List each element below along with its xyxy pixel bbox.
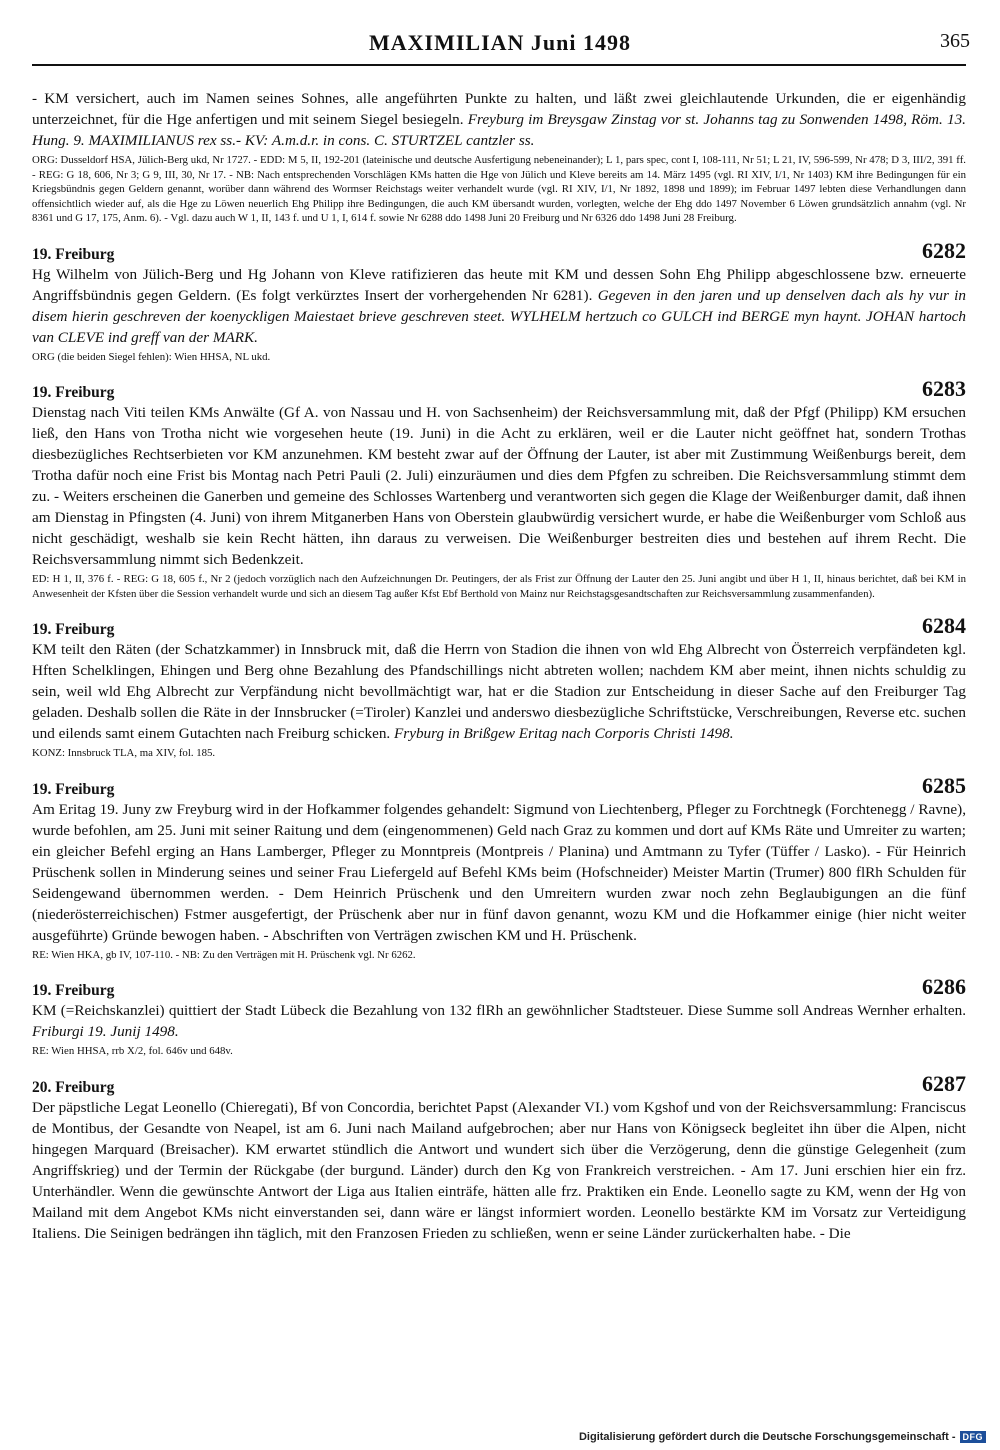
entry-number: 6282 [922, 237, 966, 263]
entry-source: ED: H 1, II, 376 f. - REG: G 18, 605 f., Nr 2 (jedoch vorzüglich nach den Aufzeichnungen Dr. Peutingers, der als Frist zur Öffnung der Lauter den 25. Juni angibt und über H 1, II, hinaus berichtet, daß bei KM in Anwesenheit der Kfsten über die Session verhandelt wurde und sich an diesem Tag außer Kfst Ebf Berthold von Mainz nur Reichstagsgesandtschaften zur Reichsversammlung zusammenfanden). [32, 573, 966, 600]
page-number: 365 [940, 30, 970, 52]
entry-source: KONZ: Innsbruck TLA, ma XIV, fol. 185. [32, 747, 216, 759]
entry [32, 1070, 966, 1244]
entry-source: ORG (die beiden Siegel fehlen): Wien HHSA, NL ukd. [32, 350, 271, 363]
entry-text [32, 264, 966, 348]
entry-text-regular: Am Eritag 19. Juny zw Freyburg wird in der Hofkammer folgendes gehandelt: Sigmund von Liechtenberg, Pfleger zu Forchtnegk (Forchtenegg / Ravne), wurde befohlen, am 25. Juni mit seiner Raitung und dem (eingenommenen) Geld nach Graz zu kommen und dort auf KMs Räte und Umreiter zu warten; ein gleicher Befehl erging an Hans Lamberger, Pfleger zu Monntpreis (Montpreis / Planina) und Amtmann zu Tyfer (Tüffer / Lasko). - Für Heinrich Prüschenk sollen in Minderung seines und seiner Frau Liefergeld auf Befehl KMs beim (Hofschneider) Meister Martin (Trumer) 800 flRh Schulden für Seidengewand übernommen werden. - Dem Heinrich Prüschenk und den Umreitern wurden zwar noch zehn Beglaubigungen an die fünf (niederösterreichischen) Fstmer ausgefertigt, der Prüschenk aber nur in fünf davon genannt, wozu KM und die Hofkammer einige (hier nicht weiter ausgeführte) Gründe bewogen haben. - Abschriften von Verträgen zwischen KM und H. Prüschenk. [32, 800, 966, 944]
intro-italic: Freyburg im Breysgaw Zinstag vor st. Johanns tag zu Sonwenden 1498, Röm. 13. Hung. 9. MAXIMILIANUS rex ss.- KV: A.m.d.r. in cons. C. STURTZEL cantzler ss. [32, 111, 966, 149]
entry-heading [32, 772, 966, 799]
entry-number: 6285 [922, 772, 966, 798]
entry-date: 19. Freiburg [32, 621, 115, 638]
content [32, 88, 966, 1244]
entry-text-regular: Der päpstliche Legat Leonello (Chieregati), Bf von Concordia, berichtet Papst (Alexander VI.) vom Kgshof und von der Reichsversammlung: Franciscus de Montibus, der Gesandte von Neapel, ist am 6. Juni nach Mailand aufgebrochen; aber nur Hans von Königseck begleitet ihn über die Alpen, nicht hingegen Marquard (Breisacher). KM erwartet stündlich die Antwort und wundert sich über die Verzögerung, denn die günstige Gelegenheit (zum Angriffskrieg) und der Termin der Rückgabe (der burgund. Länder) durch den Kg von Frankreich verstreichen. - Am 17. Juni erschien hier ein frz. Unterhändler. Wenn die gewünschte Antwort der Liga aus Italien einträfe, hätten alle frz. Praktiken ein Ende. Leonello sagte zu KM, wenn der Hg von Mailand mit dem Angebot KMs nicht einverstanden sei, dann wäre er längst informiert worden. Leonello bestärkte KM im Vorsatz zur Verteidigung Italiens. Die Seinigen bedrängen ihn täglich, mit den Franzosen Frieden zu schließen, wenn er seine Länder zurückerhalten habe. - Die [32, 1098, 966, 1242]
entry-source: RE: Wien HKA, gb IV, 107-110. - NB: Zu den Verträgen mit H. Prüschenk vgl. Nr 6262. [32, 948, 416, 961]
entry [32, 378, 966, 601]
entry-heading [32, 237, 966, 264]
footer-text: Digitalisierung gefördert durch die Deutsche Forschungsgemeinschaft - [578, 1431, 956, 1443]
entry-date: 19. Freiburg [32, 384, 115, 401]
entry-source: RE: Wien HHSA, rrb X/2, fol. 646v und 648v. [32, 1045, 233, 1057]
entry-text [32, 402, 966, 570]
page-header [30, 30, 970, 60]
entry-number: 6283 [922, 376, 966, 401]
entry-heading [32, 1070, 966, 1097]
entry-date: 20. Freiburg [32, 1078, 115, 1096]
entry-date: 19. Freiburg [32, 245, 115, 263]
entry [32, 615, 966, 761]
dfg-logo: DFG [960, 1431, 987, 1443]
entry-date: 19. Freiburg [32, 780, 115, 798]
running-title: MAXIMILIAN Juni 1498 [368, 30, 632, 55]
entry-text-italic: Gegeven in den jaren und up denselven dach als hy vur in disem hierin geschreven der koenyckligen Maiestaet brieve geschreven steet. WYLHELM hertzuch co GULCH ind BERGE myn haynt. JOHAN hartoch van CLEVE ind greff van der MARK. [32, 286, 966, 346]
entry-text-italic: Friburgi 19. Junij 1498. [32, 1023, 179, 1040]
entry [32, 976, 966, 1059]
entry-number: 6284 [922, 613, 966, 638]
intro-text [32, 88, 966, 151]
entry [32, 772, 966, 963]
footer [579, 1428, 986, 1446]
entry-text-regular: Hg Wilhelm von Jülich-Berg und Hg Johann von Kleve ratifizieren das heute mit KM und dessen Sohn Ehg Philipp abgeschlossene bzw. erneuerte Angriffsbündnis gegen Geldern. (Es folgt verkürztes Insert der vorhergehenden Nr 6281). [32, 265, 966, 304]
entry-text-regular: Dienstag nach Viti teilen KMs Anwälte (Gf A. von Nassau und H. von Sachsenheim) der Reichsversammlung mit, daß der Pfgf (Philipp) KM ersuchen ließ, den Hans von Trotha nicht wie vorgesehen heute (19. Juni) in die Acht zu erklären, weil er die Lauter nicht geöffnet hat, sondern Trothas diesbezügliches Rechtserbieten vor KM anzunehmen. KM besteht zwar auf der Öffnung der Lauter, ist aber mit Zustimmung Weißenburgs bereit, dem Trotha dafür noch eine Frist bis Montag nach Petri Pauli (2. Juli) einzuräumen und dies dem Pfgfen zu schreiben. Die Reichsversammlung stimmt dem zu. - Weiters erscheinen die Ganerben und gemeine des Schlosses Wartenberg und verantworten sich gegen die Klage der Weißenburger damit, daß ihnen am Dienstag in Pfingsten (4. Juni) von ihrem Mitganerben Hans von Oberstein glaubwürdig versichert wurde, er habe die Weißenburger vom Schloß aus nicht geschädigt, weshalb sie kein Recht hätten, ihn daraus zu verweisen. Die Weißenburger bestreiten dies und bestehen auf ihrem Recht. Die Reichsversammlung nimmt sich Bedenkzeit. [32, 404, 966, 568]
entry-text-italic: Fryburg in Brißgew Eritag nach Corporis Christi 1498. [394, 725, 734, 742]
entry-text [32, 639, 966, 744]
entry-heading [32, 976, 966, 1000]
intro-source: ORG: Dusseldorf HSA, Jülich-Berg ukd, Nr 1727. - EDD: M 5, II, 192-201 (lateinische und deutsche Ausfertigung nebeneinander); L 1, pars spec, cont I, 108-111, Nr 51; L 21, IV, 596-599, Nr 478; D 3, III/2, 391 ff. - REG: G 18, 606, Nr 3; G 9, III, 30, Nr 17. - NB: Nach entsprechenden Vorschlägen KMs hatten die Hge von Jülich und Kleve bereits am 14. März 1495 (vgl. RI XIV, I/1, Nr 1403) KM ihre Bedingungen für ein Kriegsbündnis gegen Geldern genannt, worüber dann während des Wormser Reichstags weiter verhandelt wurde (vgl. RI XIV, I/1, Nr 1892, 1898 und 1899); im Februar 1497 lebten diese Verhandlungen dann offensichtlich wieder auf, als die Hge zu Löwen neuerlich Ehg Philipp ihre Bedingungen, die auch KM übersandt wurden, vorlegten, welche der Ehg ddo 1497 November 6 Löwen grundsätzlich annahm (vgl. Nr 8361 und G 17, 175, Anm. 6). - Vgl. dazu auch W 1, II, 143 f. und U 1, I, 614 f. sowie Nr 6288 ddo 1498 Juni 20 Freiburg und Nr 6326 ddo 1498 Juni 28 Freiburg. [32, 154, 966, 224]
entry-number: 6287 [922, 1070, 966, 1096]
entry [32, 237, 966, 365]
intro-continuation [32, 88, 966, 226]
entry-text [32, 1000, 966, 1042]
entry-date: 19. Freiburg [32, 982, 115, 999]
entry-list [32, 237, 966, 1244]
entry-text [32, 1097, 966, 1244]
header-rule [32, 64, 966, 66]
entry-heading [32, 378, 966, 402]
entry-text [32, 799, 966, 946]
entry-text-regular: KM (=Reichskanzlei) quittiert der Stadt Lübeck die Bezahlung von 132 flRh an gewöhnlicher Stadtsteuer. Diese Summe soll Andreas Wernher erhalten. [32, 1002, 966, 1019]
intro-regular: - KM versichert, auch im Namen seines Sohnes, alle angeführten Punkte zu halten, und läßt zwei gleichlautende Urkunden, die er eigenhändig unterzeichnet, für die Hge anfertigen und mit seinem Siegel besiegeln. [32, 90, 966, 128]
entry-heading [32, 615, 966, 639]
entry-text-regular: KM teilt den Räten (der Schatzkammer) in Innsbruck mit, daß die Herrn von Stadion die ihnen von wld Ehg Albrecht von Österreich verpfändeten kgl. Hften Schelklingen, Ehingen und Berg ohne Bezahlung des Pfandschillings nicht abtreten wollen; nachdem KM aber meint, ihnen nichts schuldig zu sein, weil wld Ehg Albrecht zur Verpfändung nicht bevollmächtigt war, hat er die Stadion zur Entscheidung in dieser Sache auf den Freiburger Tag geladen. Deshalb sollen die Räte in der Innsbrucker (=Tiroler) Kanzlei und anderswo diesbezügliche Schriftstücke, Verschreibungen, Reverse etc. suchen und eilends samt einem Gutachten nach Freiburg schicken. [32, 641, 966, 742]
entry-number: 6286 [922, 974, 966, 999]
